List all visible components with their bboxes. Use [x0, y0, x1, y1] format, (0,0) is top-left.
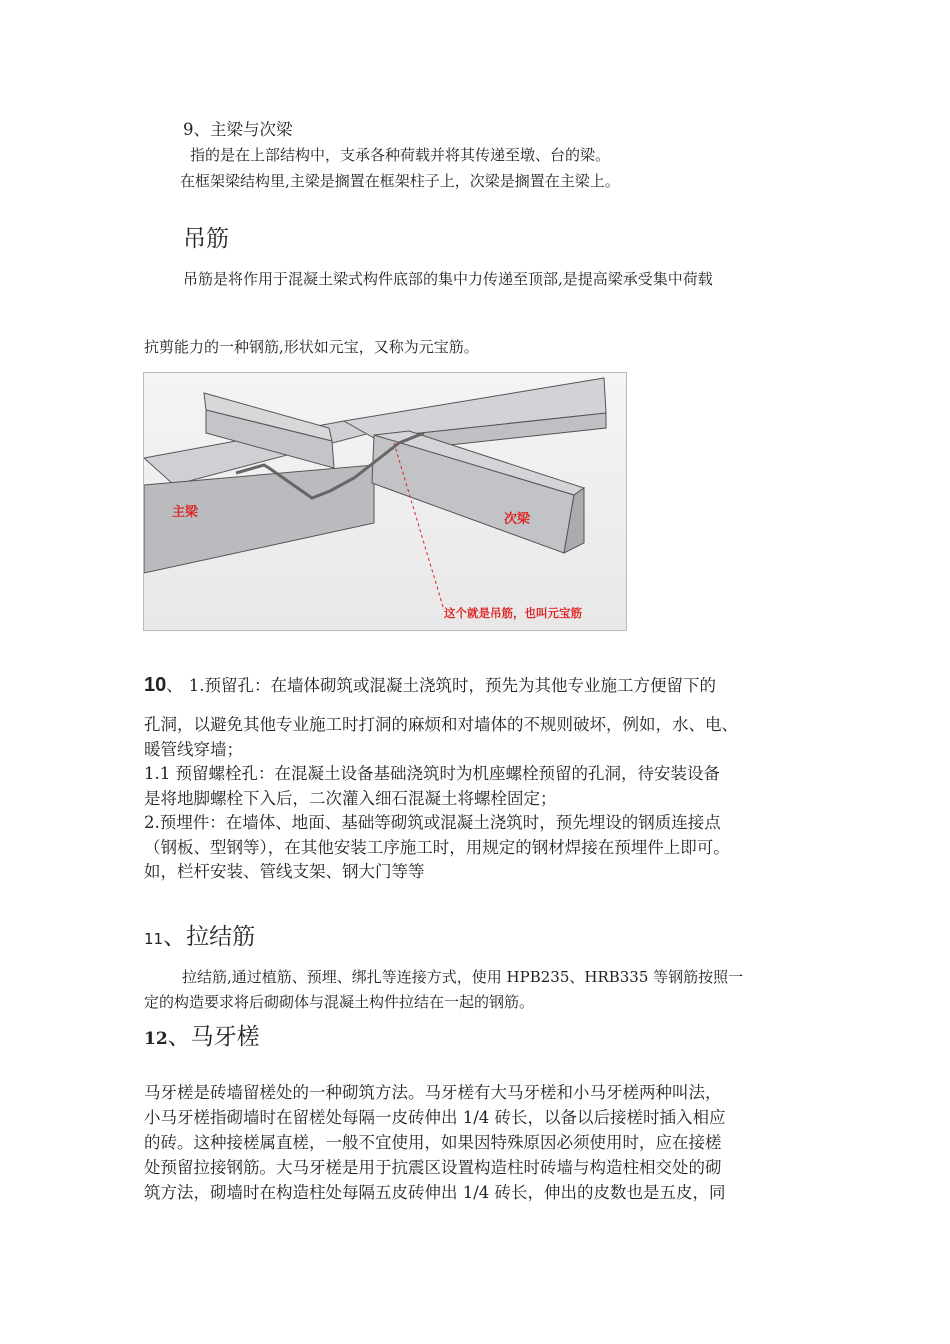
section-9-line-1: 指的是在上部结构中，支承各种荷载并将其传递至墩、台的梁。 — [190, 146, 611, 164]
section-10-body — [144, 713, 809, 885]
section-11-title: 、拉结筋 — [163, 924, 256, 950]
section-10-line-4: 1.1 预留螺栓孔：在混凝土设备基础浇筑时为机座螺栓预留的孔洞，待安装设备 — [144, 764, 720, 783]
beam-illustration — [144, 373, 626, 630]
section-10-number: 10 — [144, 674, 167, 696]
section-12-line-2: 小马牙槎指砌墙时在留槎处每隔一皮砖伸出 1/4 砖长，以备以后接槎时插入相应 — [144, 1108, 726, 1127]
figure-caption: 这个就是吊筋，也叫元宝筋 — [444, 606, 582, 620]
section-12-title: 、马牙槎 — [167, 1024, 260, 1050]
section-12-line-4: 处预留拉接钢筋。大马牙槎是用于抗震区设置构造柱时砖墙与构造柱相交处的砌 — [144, 1158, 722, 1177]
section-11-header — [144, 918, 255, 951]
section-10-header — [144, 672, 716, 697]
section-10-line-6: 2.预埋件：在墙体、地面、基础等砌筑或混凝土浇筑时，预先埋设的钢质连接点 — [144, 813, 721, 832]
section-10-line-5: 是将地脚螺栓下入后，二次灌入细石混凝土将螺栓固定； — [144, 788, 557, 808]
section-11-number: 11 — [144, 930, 164, 948]
diaojin-heading: 吊筋 — [183, 226, 229, 252]
diaojin-line-1: 吊筋是将作用于混凝土梁式构件底部的集中力传递至顶部,是提高梁承受集中荷载 — [183, 270, 713, 288]
section-11-line-1: 拉结筋,通过植筋、预埋、绑扎等连接方式，使用 HPB235、HRB335 等钢筋按照一 — [182, 968, 744, 986]
secondary-beam-label: 次梁 — [504, 512, 531, 527]
section-10-line-7: （钢板、型钢等），在其他安装工序施工时，用规定的钢材焊接在预埋件上即可。 — [144, 837, 730, 857]
section-11-line-2: 定的构造要求将后砌砌体与混凝土构件拉结在一起的钢筋。 — [144, 993, 535, 1011]
section-12-header — [144, 1018, 260, 1051]
beam-figure — [143, 372, 627, 631]
section-12-line-3: 的砖。这种接槎属直槎，一般不宜使用，如果因特殊原因必须使用时，应在接槎 — [144, 1133, 722, 1152]
section-10-line-3: 暖管线穿墙； — [144, 739, 243, 759]
main-beam-label: 主梁 — [172, 505, 199, 520]
section-10-line-1: 1.预留孔：在墙体砌筑或混凝土浇筑时，预先为其他专业施工方便留下的 — [188, 676, 716, 695]
section-10-line-2: 孔洞，以避免其他专业施工时打洞的麻烦和对墙体的不规则破坏，例如，水、电、 — [144, 715, 738, 734]
section-10-sep: 、 — [166, 676, 183, 695]
section-12-body — [144, 1080, 809, 1205]
section-12-number: 12 — [144, 1029, 168, 1049]
diaojin-line-2: 抗剪能力的一种钢筋,形状如元宝，又称为元宝筋。 — [144, 338, 479, 356]
section-12-line-1: 马牙槎是砖墙留槎处的一种砌筑方法。马牙槎有大马牙槎和小马牙槎两种叫法， — [144, 1083, 722, 1102]
section-9-title: 9、主梁与次梁 — [183, 120, 293, 139]
section-9-line-2: 在框架梁结构里,主梁是搁置在框架柱子上，次梁是搁置在主梁上。 — [180, 172, 620, 190]
section-10-line-8: 如，栏杆安装、管线支架、钢大门等等 — [144, 862, 425, 881]
section-12-line-5: 筑方法，砌墙时在构造柱处每隔五皮砖伸出 1/4 砖长，伸出的皮数也是五皮，同 — [144, 1183, 726, 1202]
